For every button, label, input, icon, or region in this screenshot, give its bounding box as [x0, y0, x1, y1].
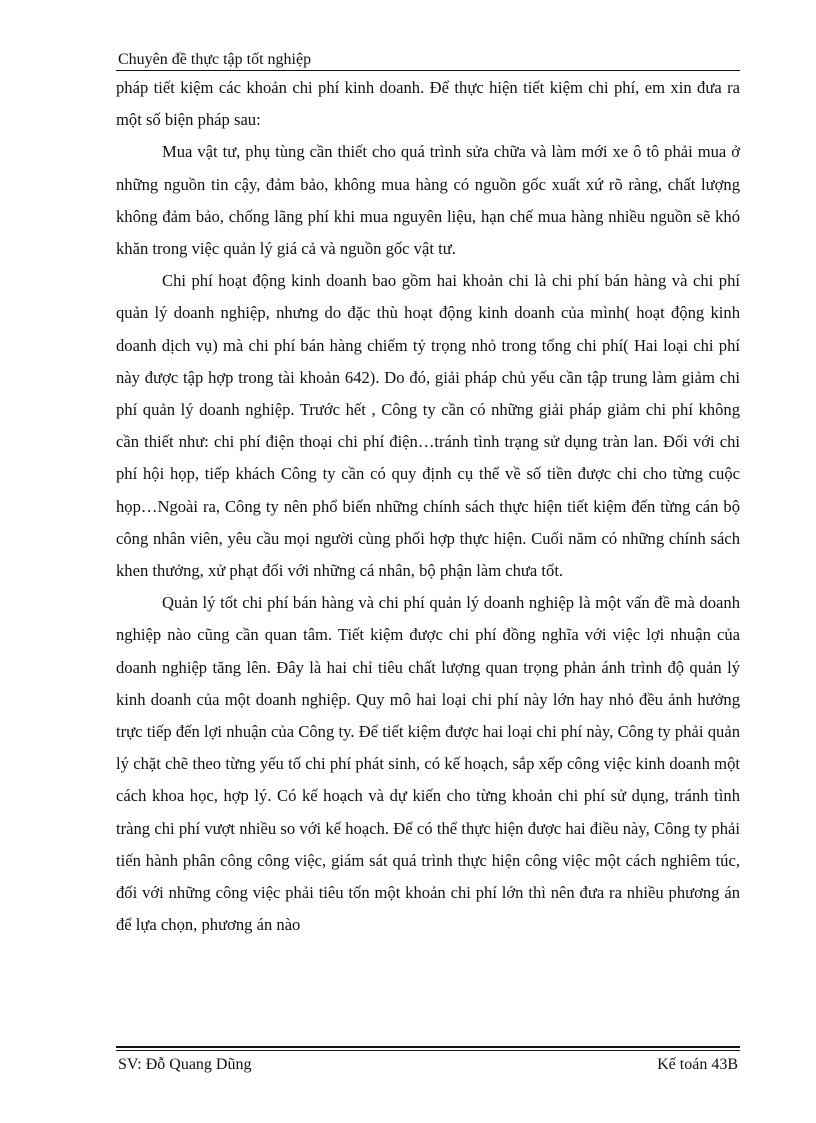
paragraph-operating-costs: Chi phí hoạt động kinh doanh bao gồm hai khoản chi là chi phí bán hàng và chi phí quản lý doanh nghiệp, nhưng do đặc thù hoạt động kinh doanh của mình( hoạt động kinh doanh dịch vụ) mà chi phí bán hàng chiếm tỷ trọng nhỏ trong tổng chi phí( Hai loại chi phí này được tập hợp trong tài khoản 642). Do đó, giải pháp chủ yếu cần tập trung làm giảm chi phí quản lý doanh nghiệp. Trước hết , Công ty cần có những giải pháp giảm chi phí không cần thiết như: chi phí điện thoại chi phí điện…tránh tình trạng sử dụng tràn lan. Đối với chi phí hội họp, tiếp khách Công ty cần có quy định cụ thể về số tiền được chi cho từng cuộc họp…Ngoài ra, Công ty nên phổ biến những chính sách thực hiện tiết kiệm đến từng cán bộ công nhân viên, yêu cầu mọi người cùng phối hợp thực hiện. Cuối năm có những chính sách khen thưởng, xử phạt đối với những cá nhân, bộ phận làm chưa tốt.	[116, 271, 740, 581]
paragraph-continuation: pháp tiết kiệm các khoản chi phí kinh doanh. Để thực hiện tiết kiệm chi phí, em xin đưa ra một số biện pháp sau:	[116, 78, 740, 130]
footer-divider-thick	[116, 1046, 740, 1048]
footer-student-name: SV: Đỗ Quang Dũng	[118, 1056, 252, 1073]
footer-divider-thin	[116, 1050, 740, 1051]
page-header	[116, 48, 740, 72]
paragraph-supplies: Mua vật tư, phụ tùng cần thiết cho quá trình sửa chữa và làm mới xe ô tô phải mua ở những nguồn tin cậy, đảm bảo, không mua hàng có nguồn gốc xuất xứ rõ ràng, chất lượng không đảm bảo, chống lãng phí khi mua nguyên liệu, hạn chế mua hàng nhiều nguồn sẽ khó khăn trong việc quản lý giá cả và nguồn gốc vật tư.	[116, 142, 740, 259]
header-divider	[116, 70, 740, 71]
page-footer	[116, 1046, 740, 1086]
document-body	[116, 72, 740, 1032]
header-title: Chuyên đề thực tập tốt nghiệp	[118, 51, 312, 68]
paragraph-cost-management: Quản lý tốt chi phí bán hàng và chi phí quản lý doanh nghiệp là một vấn đề mà doanh nghiệp nào cũng cần quan tâm. Tiết kiệm được chi phí đồng nghĩa với việc lợi nhuận của doanh nghiệp tăng lên. Đây là hai chỉ tiêu chất lượng quan trọng phản ánh trình độ quản lý kinh doanh của một doanh nghiệp. Quy mô hai loại chi phí này lớn hay nhỏ đều ảnh hưởng trực tiếp đến lợi nhuận của Công ty. Để tiết kiệm được hai loại chi phí này, Công ty phải quản lý chặt chẽ theo từng yếu tố chi phí phát sinh, có kế hoạch, sắp xếp công việc kinh doanh một cách khoa học, hợp lý. Có kế hoạch và dự kiến cho từng khoản chi phí sử dụng, tránh tình tràng chi phí vượt nhiều so với kế hoạch. Để có thể thực hiện được hai điều này, Công ty phải tiến hành phân công công việc, giám sát quá trình thực hiện công việc một cách nghiêm túc, đối với những công việc phải tiêu tốn một khoản chi phí lớn thì nên đưa ra nhiều phương án để lựa chọn, phương án nào	[116, 593, 740, 935]
footer-class-name: Kế toán 43B	[657, 1056, 738, 1073]
